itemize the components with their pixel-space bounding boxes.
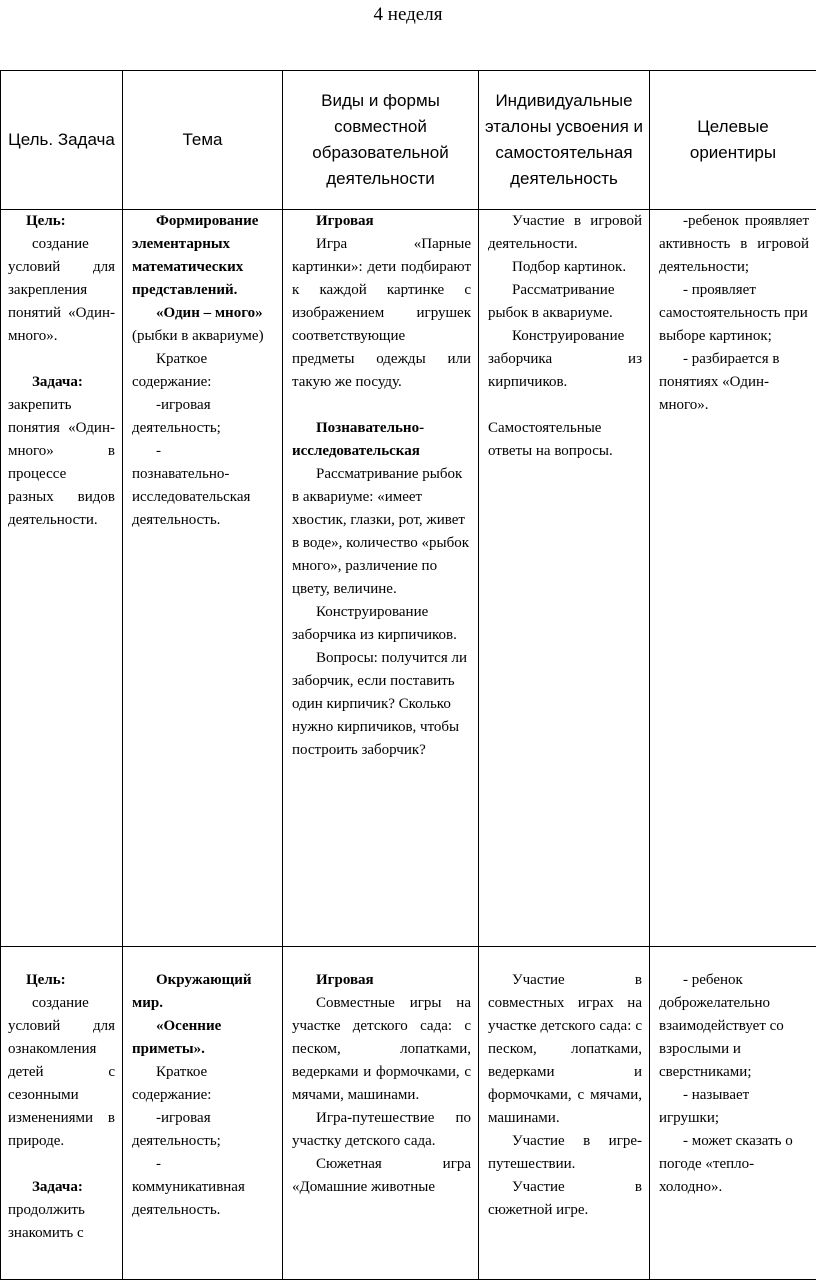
topic-sub-rest: (рыбки в аквариуме) (132, 328, 264, 344)
individual-text: Рассматривание рыбок в аквариуме. (488, 279, 642, 325)
task-label: Задача: (8, 1176, 115, 1199)
page-title: 4 неделя (0, 4, 816, 26)
summary-label: Краткое содержание: (132, 348, 275, 394)
cell-goal-task (1, 947, 123, 1280)
target-text: - может сказать о погоде «тепло-холодно». (659, 1130, 809, 1199)
activity-text: Игра «Парные картинки»: дети подбирают к каждой картинке с изображением игрушек соответствующие предметы одежды или такую же посуду. (292, 233, 471, 394)
table-header-row (1, 71, 816, 210)
goal-text: создание условий для ознакомления детей с сезонными изменениями в природе. (8, 992, 115, 1153)
activity-heading: Познавательно-исследовательская (292, 417, 471, 463)
cell-targets (650, 210, 816, 947)
topic-title: Окружающий мир. (132, 969, 275, 1015)
topic-title: Формирование элементарных математических представлений. (132, 210, 275, 302)
header-individual: Индивидуальные эталоны усвоения и самостоятельная деятельность (479, 71, 650, 210)
summary-item: - (132, 440, 275, 463)
individual-text: Подбор картинок. (488, 256, 642, 279)
summary-item: познавательно-исследовательская деятельность. (132, 463, 275, 532)
target-text: -ребенок проявляет активность в игровой деятельности; (659, 210, 809, 279)
table-row (1, 947, 816, 1280)
header-targets: Целевые ориентиры (650, 71, 816, 210)
cell-targets (650, 947, 816, 1280)
individual-text: Участие в сюжетной игре. (488, 1176, 642, 1222)
summary-label: Краткое содержание: (132, 1061, 275, 1107)
goal-label: Цель: (8, 969, 115, 992)
target-text: - ребенок доброжелательно взаимодействует со взрослыми и сверстниками; (659, 969, 809, 1084)
activity-text: Игра-путешествие по участку детского сада. (292, 1107, 471, 1153)
target-text: - называет игрушки; (659, 1084, 809, 1130)
task-text: закрепить понятия «Один-много» в процессе разных видов деятельности. (8, 394, 115, 532)
header-goal-task: Цель. Задача (1, 71, 123, 210)
target-text: - проявляет самостоятельность при выборе картинок; (659, 279, 809, 348)
summary-item: коммуникативная деятельность. (132, 1176, 275, 1222)
cell-individual (479, 947, 650, 1280)
header-topic: Тема (123, 71, 283, 210)
cell-goal-task (1, 210, 123, 947)
table-row (1, 210, 816, 947)
summary-item: - (132, 1153, 275, 1176)
cell-topic (123, 947, 283, 1280)
cell-activities (283, 947, 479, 1280)
individual-text: Участие в игре-путешествии. (488, 1130, 642, 1176)
plan-table (0, 70, 816, 1280)
individual-text: Участие в совместных играх на участке детского сада: с песком, лопатками, ведерками и формочками, с мячами, машинами. (488, 969, 642, 1130)
task-text: продолжить знакомить с (8, 1199, 115, 1245)
individual-text: Участие в игровой деятельности. (488, 210, 642, 256)
activity-text: Совместные игры на участке детского сада: с песком, лопатками, ведерками и формочками, с мячами, машинами. (292, 992, 471, 1107)
individual-text: Конструирование заборчика из кирпичиков. (488, 325, 642, 394)
summary-item: -игровая деятельность; (132, 394, 275, 440)
cell-topic (123, 210, 283, 947)
activity-text: Конструирование заборчика из кирпичиков. (292, 601, 471, 647)
activity-text: Вопросы: получится ли заборчик, если поставить один кирпичик? Сколько нужно кирпичиков, чтобы построить заборчик? (292, 647, 471, 762)
topic-sub: «Осенние приметы». (132, 1015, 275, 1061)
target-text: - разбирается в понятиях «Один-много». (659, 348, 809, 417)
cell-activities (283, 210, 479, 947)
topic-sub: «Один – много» (156, 305, 263, 321)
activity-heading: Игровая (292, 969, 471, 992)
cell-individual (479, 210, 650, 947)
summary-item: -игровая деятельность; (132, 1107, 275, 1153)
individual-text: Самостоятельные ответы на вопросы. (488, 417, 642, 463)
goal-label: Цель: (8, 210, 115, 233)
goal-text: создание условий для закрепления понятий «Один-много». (8, 233, 115, 348)
activity-text: Рассматривание рыбок в аквариуме: «имеет хвостик, глазки, рот, живет в воде», количество «рыбок много», различение по цвету, величине. (292, 463, 471, 601)
activity-text: Сюжетная игра «Домашние животные (292, 1153, 471, 1199)
activity-heading: Игровая (292, 210, 471, 233)
task-label: Задача: (8, 371, 115, 394)
header-activities: Виды и формы совместной образовательной деятельности (283, 71, 479, 210)
